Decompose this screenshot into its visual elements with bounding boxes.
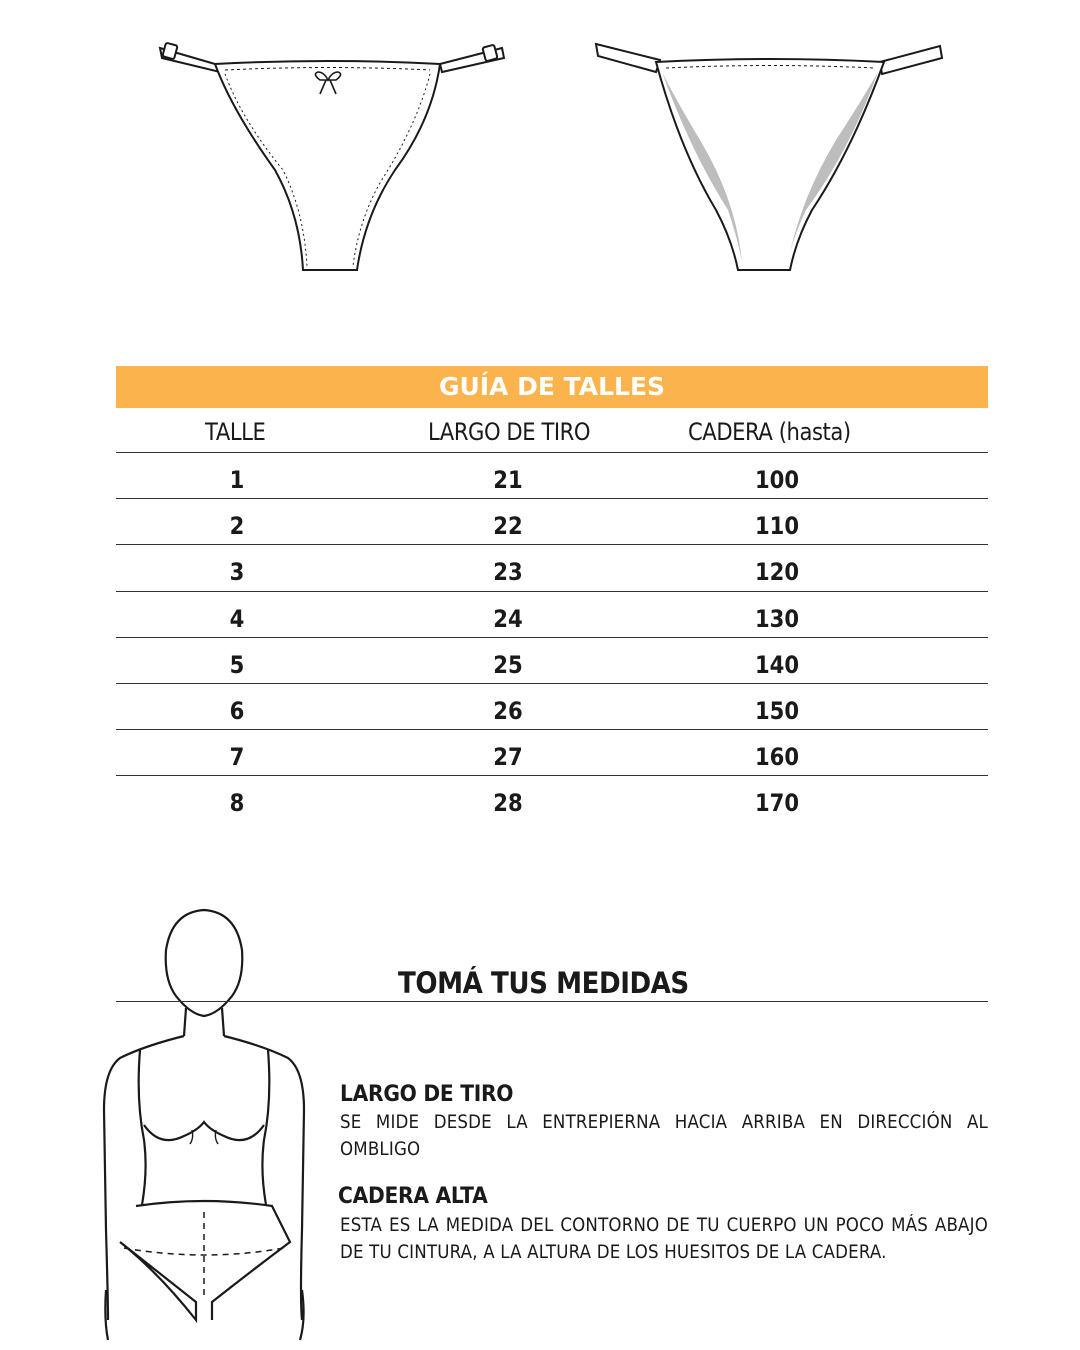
row-divider <box>116 498 988 499</box>
table-cell-talle: 8 <box>229 789 245 817</box>
bikini-bottom-back-icon <box>596 44 942 270</box>
table-cell-talle: 6 <box>229 697 245 725</box>
cadera-title: CADERA ALTA <box>338 1184 488 1209</box>
table-cell-largo: 23 <box>493 558 523 586</box>
table-cell-cadera: 130 <box>754 605 800 633</box>
table-cell-cadera: 110 <box>754 512 800 540</box>
row-divider <box>116 683 988 684</box>
measure-title: TOMÁ TUS MEDIDAS <box>398 966 689 1000</box>
table-cell-talle: 3 <box>229 558 245 586</box>
table-cell-largo: 27 <box>493 743 523 771</box>
table-cell-talle: 2 <box>229 512 245 540</box>
size-guide-title: GUÍA DE TALLES <box>438 372 666 401</box>
table-cell-largo: 22 <box>493 512 523 540</box>
table-cell-cadera: 120 <box>754 558 800 586</box>
table-cell-cadera: 140 <box>754 651 800 679</box>
table-cell-largo: 26 <box>493 697 523 725</box>
section-divider <box>116 1001 988 1002</box>
table-cell-largo: 24 <box>493 605 523 633</box>
size-guide-banner <box>116 366 988 408</box>
row-divider <box>116 544 988 545</box>
table-cell-talle: 4 <box>229 605 245 633</box>
table-cell-talle: 7 <box>229 743 245 771</box>
table-cell-talle: 5 <box>229 651 245 679</box>
table-cell-cadera: 150 <box>754 697 800 725</box>
cadera-description: ESTA ES LA MEDIDA DEL CONTORNO DE TU CUERPO UN POCO MÁS ABAJO DE TU CINTURA, A LA ALTURA DE LOS HUESITOS DE LA CADERA. <box>340 1215 988 1263</box>
table-cell-largo: 28 <box>493 789 523 817</box>
bikini-bottom-front-icon <box>160 43 504 270</box>
row-divider <box>116 591 988 592</box>
table-cell-largo: 21 <box>493 466 523 494</box>
table-cell-talle: 1 <box>229 466 245 494</box>
table-cell-cadera: 100 <box>754 466 800 494</box>
row-divider <box>116 775 988 776</box>
column-header-largo: LARGO DE TIRO <box>428 418 591 446</box>
row-divider <box>116 452 988 453</box>
row-divider <box>116 637 988 638</box>
row-divider <box>116 729 988 730</box>
largo-description: SE MIDE DESDE LA ENTREPIERNA HACIA ARRIBA EN DIRECCIÓN AL OMBLIGO <box>340 1112 988 1160</box>
largo-title: LARGO DE TIRO <box>340 1082 514 1107</box>
table-cell-largo: 25 <box>493 651 523 679</box>
body-silhouette-icon <box>80 900 360 1350</box>
table-cell-cadera: 170 <box>754 789 800 817</box>
column-header-cadera: CADERA (hasta) <box>688 418 851 446</box>
garment-illustrations <box>0 0 1080 300</box>
table-cell-cadera: 160 <box>754 743 800 771</box>
column-header-talle: TALLE <box>205 418 266 446</box>
